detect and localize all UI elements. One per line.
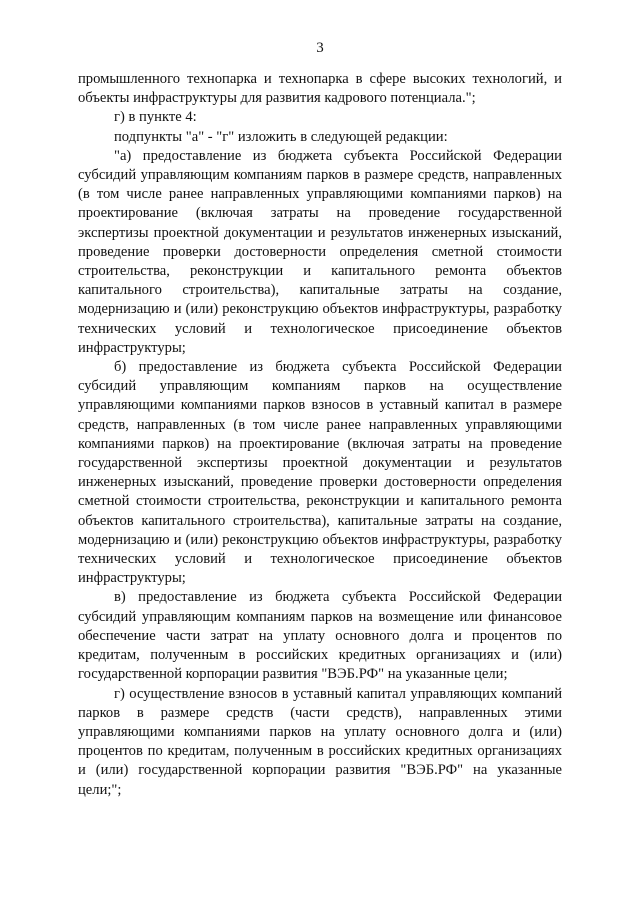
- page-number: 3: [316, 40, 324, 56]
- paragraph-subpoint-a: "а) предоставление из бюджета субъекта Российской Федерации субсидий управляющим компаниям парков в размере средств, направленных (в том числе ранее направленных управляющими компаниями парков) на проектирование (включая затраты на проведение государственной экспертизы проектной документации и результатов инженерных изысканий, проведение проверки достоверности определения сметной стоимости строительства, реконструкции и капитального ремонта объектов капитального строительства), капитальные затраты на создание, модернизацию и (или) реконструкцию объектов инфраструктуры, разработку технических условий и технологическое присоединение объектов инфраструктуры;: [78, 147, 562, 356]
- paragraph-subpoint-v: в) предоставление из бюджета субъекта Российской Федерации субсидий управляющим компаниям парков на возмещение или финансовое обеспечение части затрат на уплату основного долга и процентов по кредитам, полученным в российских кредитных организациях и (или) государственной корпорации развития "ВЭБ.РФ" на указанные цели;: [78, 589, 562, 683]
- paragraph-item-g-point-4: г) в пункте 4:: [114, 109, 197, 126]
- paragraph-continuation: промышленного технопарка и технопарка в сфере высоких технологий, и объекты инфраструктуры для развития кадрового потенциала.";: [78, 71, 562, 107]
- paragraph-subpoint-b: б) предоставление из бюджета субъекта Российской Федерации субсидий управляющим компаниям парков на осуществление управляющими компаниями парков взносов в уставный капитал в размере средств, направленных (в том числе ранее направленных управляющими компаниями парков) на проектирование (включая затраты на проведение государственной экспертизы проектной документации и результатов инженерных изысканий, проведение проверки достоверности определения сметной стоимости строительства, реконструкции и капитального ремонта объектов капитального строительства), капитальные затраты на создание, модернизацию и (или) реконструкцию объектов инфраструктуры, разработку технических условий и технологическое присоединение объектов инфраструктуры;: [78, 359, 562, 587]
- paragraph-subpoints-intro: подпункты "а" - "г" изложить в следующей редакции:: [114, 128, 448, 145]
- document-body: [78, 70, 562, 800]
- paragraph-subpoint-g: г) осуществление взносов в уставный капитал управляющих компаний парков в размере средств (части средств), направленных этими управляющими компаниями парков на уплату основного долга и (или) процентов по кредитам, полученным в российских кредитных организациях и (или) государственной корпорации развития "ВЭБ.РФ" на указанные цели;";: [78, 685, 562, 798]
